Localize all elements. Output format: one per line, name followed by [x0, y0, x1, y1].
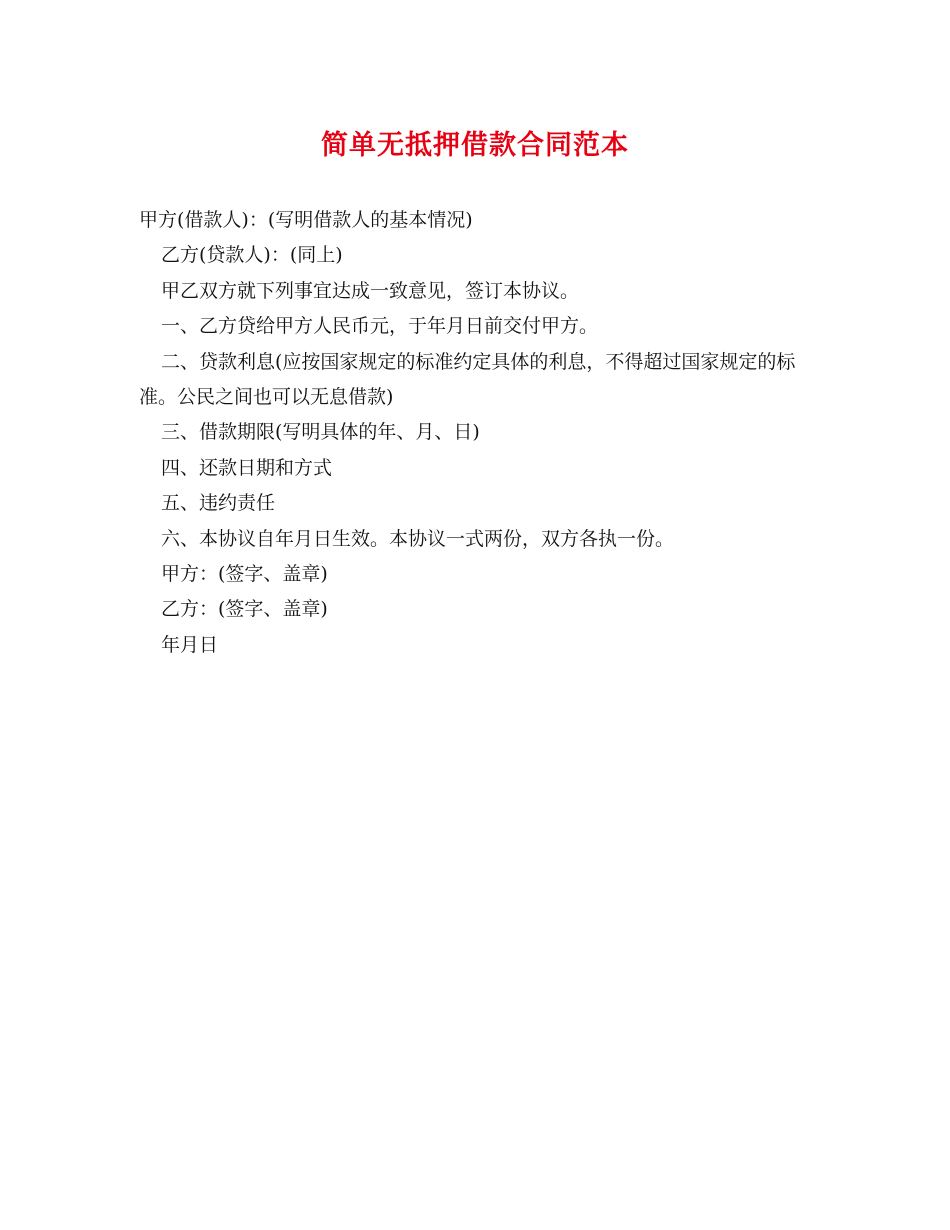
agreement-intro: 甲乙双方就下列事宜达成一致意见，签订本协议。 [161, 279, 580, 302]
document-body [139, 203, 815, 663]
clause-6: 六、本协议自年月日生效。本协议一式两份，双方各执一份。 [161, 527, 675, 550]
party-a-line: 甲方(借款人)：(写明借款人的基本情况) [139, 209, 473, 231]
clause-5: 五、违约责任 [161, 492, 276, 515]
clause-2: 二、贷款利息(应按国家规定的标准约定具体的利息，不得超过国家规定的标准。公民之间也可以无息借款) [139, 350, 796, 408]
party-b-signature: 乙方：(签字、盖章) [161, 598, 328, 621]
signing-date: 年月日 [161, 633, 219, 656]
clause-4: 四、还款日期和方式 [161, 456, 333, 479]
party-a-signature: 甲方：(签字、盖章) [161, 562, 328, 585]
clause-1: 一、乙方贷给甲方人民币元，于年月日前交付甲方。 [161, 315, 599, 338]
clause-3: 三、借款期限(写明具体的年、月、日) [161, 421, 480, 444]
document-title: 简单无抵押借款合同范本 [321, 130, 629, 161]
party-b-line: 乙方(贷款人)：(同上) [161, 244, 343, 267]
